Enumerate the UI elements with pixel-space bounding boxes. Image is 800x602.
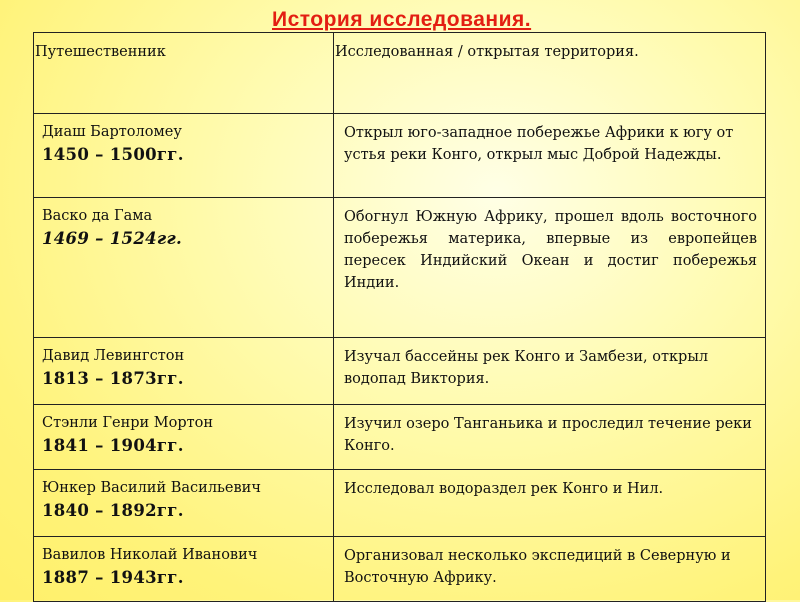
page-title: История исследования.: [272, 8, 532, 31]
table-row: [34, 114, 766, 198]
traveler-years: 1469 – 1524гг.: [42, 229, 183, 248]
traveler-cell: [34, 338, 334, 405]
table-row: [34, 537, 766, 602]
table-row: [34, 198, 766, 338]
traveler-cell: [34, 470, 334, 537]
traveler-name: Стэнли Генри Мортон: [42, 415, 214, 431]
header-traveler: Путешественник: [34, 33, 334, 114]
traveler-name: Васко да Гама: [42, 208, 153, 224]
traveler-years: 1841 – 1904гг.: [42, 436, 184, 455]
table-row: [34, 470, 766, 537]
traveler-name: Вавилов Николай Иванович: [42, 547, 258, 563]
traveler-cell: [34, 114, 334, 198]
territory-description: Обогнул Южную Африку, прошел вдоль восточного побережья материка, впервые из европейцев пересек Индийский Океан и достиг побережья Индии.: [334, 198, 766, 338]
traveler-years: 1813 – 1873гг.: [42, 369, 184, 388]
table-row: [34, 405, 766, 470]
explorers-table: [33, 32, 766, 602]
traveler-name: Диаш Бартоломеу: [42, 124, 182, 140]
territory-description: Организовал несколько экспедиций в Северную и Восточную Африку.: [334, 537, 766, 602]
traveler-cell: [34, 537, 334, 602]
table-header-row: [34, 33, 766, 114]
traveler-years: 1887 – 1943гг.: [42, 568, 184, 587]
traveler-name: Юнкер Василий Васильевич: [42, 480, 261, 496]
traveler-cell: [34, 198, 334, 338]
traveler-years: 1840 – 1892гг.: [42, 501, 184, 520]
traveler-years: 1450 – 1500гг.: [42, 145, 184, 164]
territory-description: Изучал бассейны рек Конго и Замбези, открыл водопад Виктория.: [334, 338, 766, 405]
territory-description: Изучил озеро Танганьика и проследил течение реки Конго.: [334, 405, 766, 470]
header-territory: Исследованная / открытая территория.: [334, 33, 766, 114]
territory-description: Открыл юго-западное побережье Африки к югу от устья реки Конго, открыл мыс Доброй Надежды.: [334, 114, 766, 198]
table-row: [34, 338, 766, 405]
traveler-name: Давид Левингстон: [42, 348, 185, 364]
territory-description: Исследовал водораздел рек Конго и Нил.: [334, 470, 766, 537]
traveler-cell: [34, 405, 334, 470]
